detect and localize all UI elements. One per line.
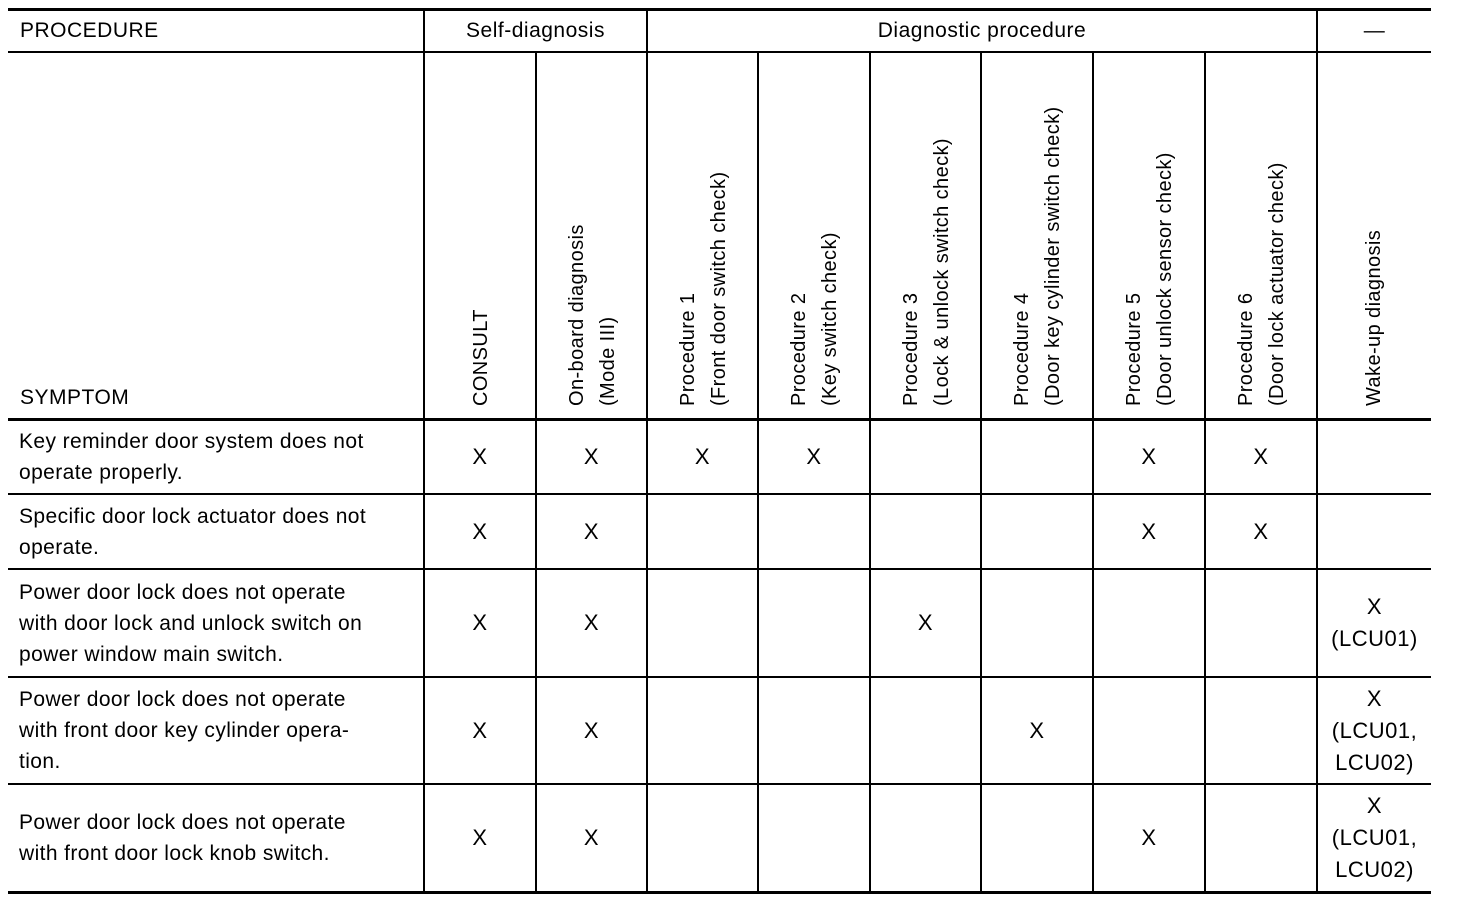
table-cell: X bbox=[917, 610, 934, 635]
table-cell: X bbox=[1253, 444, 1269, 469]
table-cell: X bbox=[1253, 518, 1269, 544]
table-cell: X bbox=[694, 444, 711, 469]
table-cell: X bbox=[806, 444, 822, 469]
symptom-header: SYMPTOM bbox=[20, 386, 130, 409]
group-header-rule bbox=[8, 51, 1431, 53]
table-row-symptom: Power door lock does not operate with front door lock knob switch. bbox=[19, 811, 346, 865]
column-header-procedure-6: Procedure 6 (Door lock actuator check) bbox=[1235, 162, 1288, 406]
table-cell: X bbox=[583, 717, 600, 743]
column-header-procedure-4: Procedure 4 (Door key cylinder switch check) bbox=[1011, 106, 1064, 406]
table-cell-wake-up: X (LCU01, LCU02) bbox=[1331, 793, 1418, 882]
self-diagnosis-group-header: Self-diagnosis bbox=[466, 19, 605, 42]
column-header-procedure-1: Procedure 1 (Front door switch check) bbox=[677, 171, 730, 406]
table-cell: X bbox=[472, 444, 488, 469]
column-header-consult: CONSULT bbox=[470, 309, 492, 406]
column-header-on-board-diagnosis: On-board diagnosis (Mode III) bbox=[566, 224, 619, 406]
table-bottom-rule bbox=[8, 891, 1431, 894]
table-cell: X bbox=[583, 444, 600, 469]
column-header-procedure-5: Procedure 5 (Door unlock sensor check) bbox=[1123, 152, 1176, 406]
table-cell: X bbox=[1141, 825, 1157, 850]
column-header-wake-up-diagnosis: Wake-up diagnosis bbox=[1363, 229, 1385, 406]
table-cell: X bbox=[472, 825, 488, 850]
table-cell-wake-up: X (LCU01, LCU02) bbox=[1331, 685, 1418, 775]
other-group-header: — bbox=[1363, 19, 1386, 42]
table-cell: X bbox=[583, 610, 600, 635]
diagnostic-procedure-group-header: Diagnostic procedure bbox=[877, 19, 1087, 42]
table-cell-wake-up: X (LCU01) bbox=[1331, 594, 1418, 651]
procedure-header: PROCEDURE bbox=[20, 19, 159, 42]
table-cell: X bbox=[472, 717, 488, 743]
table-cell: X bbox=[583, 825, 600, 850]
table-cell: X bbox=[583, 518, 600, 544]
table-row-symptom: Key reminder door system does not operate properly. bbox=[19, 430, 364, 484]
table-row-symptom: Power door lock does not operate with door lock and unlock switch on power window main switch. bbox=[19, 580, 363, 666]
table-cell: X bbox=[1029, 717, 1045, 743]
table-cell: X bbox=[472, 610, 488, 635]
column-divider bbox=[869, 52, 871, 894]
table-row-symptom: Specific door lock actuator does not operate. bbox=[19, 504, 367, 559]
column-header-procedure-2: Procedure 2 (Key switch check) bbox=[788, 232, 841, 406]
table-cell: X bbox=[1141, 444, 1157, 469]
table-cell: X bbox=[472, 518, 488, 544]
table-cell: X bbox=[1141, 518, 1157, 544]
column-header-procedure-3: Procedure 3 (Lock & unlock switch check) bbox=[900, 138, 953, 406]
table-row-symptom: Power door lock does not operate with front door key cylinder opera- tion. bbox=[19, 688, 350, 773]
